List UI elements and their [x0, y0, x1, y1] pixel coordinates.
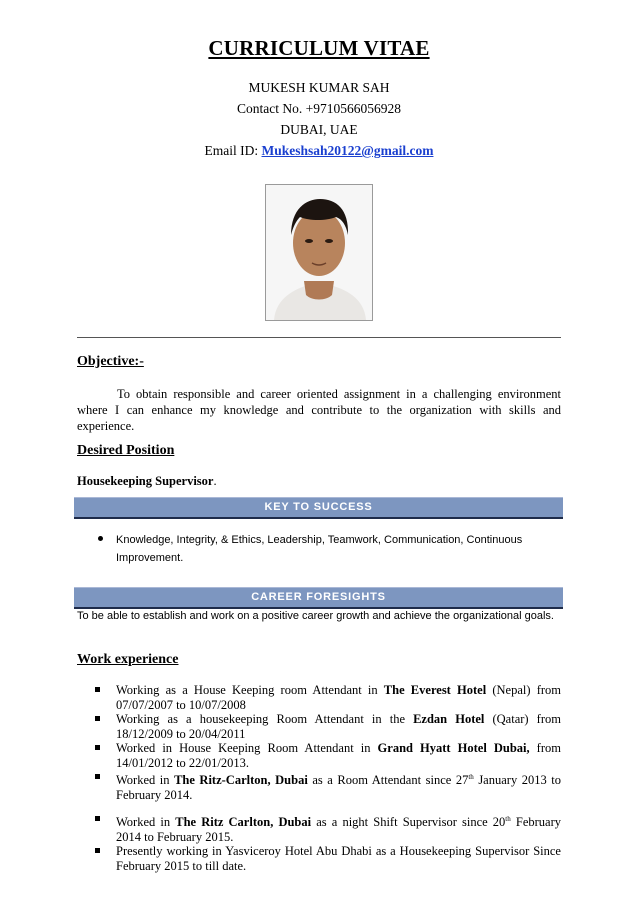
work-experience-item: [93, 712, 561, 741]
objective-heading: Objective:-: [77, 354, 144, 369]
desired-position-heading: Desired Position: [77, 443, 175, 458]
desired-position-suffix: .: [213, 474, 217, 488]
key-to-success-item: [96, 531, 536, 567]
hotel-name: The Ritz Carlton, Dubai: [175, 815, 312, 830]
hotel-name: Ezdan Hotel: [413, 712, 485, 726]
square-bullet-icon: [95, 816, 100, 821]
contact-number: Contact No. +9710566056928: [237, 101, 401, 116]
ordinal-suffix: th: [505, 815, 511, 824]
candidate-name: MUKESH KUMAR SAH: [248, 80, 390, 95]
work-experience-item: [93, 770, 561, 802]
key-to-success-band: KEY TO SUCCESS: [74, 497, 563, 519]
work-text: Working as a House Keeping room Attendant in: [116, 683, 384, 697]
work-text: from 14/01/2012 to 22/01/2013.: [116, 741, 561, 770]
square-bullet-icon: [95, 687, 100, 692]
hotel-name: Grand Hyatt Hotel Dubai,: [377, 741, 530, 755]
work-text: Worked in House Keeping Room Attendant in: [116, 741, 378, 755]
square-bullet-icon: [95, 745, 100, 750]
career-foresights-band: CAREER FORESIGHTS: [74, 587, 563, 609]
location: DUBAI, UAE: [280, 122, 358, 137]
work-experience-item: [93, 683, 561, 712]
key-to-success-text: Knowledge, Integrity, & Ethics, Leadership, Teamwork, Communication, Continuous Improvement.: [116, 534, 523, 564]
work-experience-list: [93, 683, 561, 873]
work-text: as a night Shift Supervisor since 20: [311, 815, 506, 830]
desired-position-line: [77, 473, 561, 489]
work-text: Presently working in Yasviceroy Hotel Abu Dhabi as a Housekeeping Supervisor Since February 2015 to till date.: [116, 844, 561, 873]
work-experience-item: [93, 844, 561, 873]
desired-position-value: Housekeeping Supervisor: [77, 474, 214, 488]
work-experience-heading: Work experience: [77, 652, 179, 667]
work-text: January 2013 to February 2014.: [116, 773, 561, 802]
email-link[interactable]: Mukeshsah20122@gmail.com: [261, 143, 434, 158]
profile-photo: [265, 184, 373, 321]
work-text: (Qatar) from 18/12/2009 to 20/04/2011: [116, 712, 561, 741]
work-text: February 2014 to February 2015.: [116, 815, 561, 844]
work-text: as a Room Attendant since 27: [307, 773, 469, 788]
hotel-name: The Ritz-Carlton, Dubai: [174, 773, 308, 788]
email-label: Email ID:: [204, 143, 262, 158]
email-line: [0, 143, 638, 159]
ordinal-suffix: th: [468, 773, 474, 781]
work-text: Worked in: [116, 773, 175, 788]
work-experience-item: [93, 741, 561, 770]
work-text: (Nepal) from 07/07/2007 to 10/07/2008: [116, 683, 562, 712]
square-bullet-icon: [95, 848, 100, 853]
career-foresights-text: To be able to establish and work on a positive career growth and achieve the organizational goals.: [77, 610, 554, 622]
work-text: Worked in: [116, 815, 176, 830]
square-bullet-icon: [95, 716, 100, 721]
square-bullet-icon: [95, 774, 100, 779]
bullet-icon: [98, 536, 103, 541]
work-experience-item: [93, 812, 561, 844]
separator-line: [77, 337, 561, 338]
work-text: Working as a housekeeping Room Attendant in the: [116, 712, 414, 726]
document-title: CURRICULUM VITAE: [208, 36, 430, 60]
hotel-name: The Everest Hotel: [383, 683, 487, 697]
objective-text: To obtain responsible and career oriented assignment in a challenging environment where I can enhance my knowledge and contribute to the organization with skills and experience.: [77, 387, 561, 433]
